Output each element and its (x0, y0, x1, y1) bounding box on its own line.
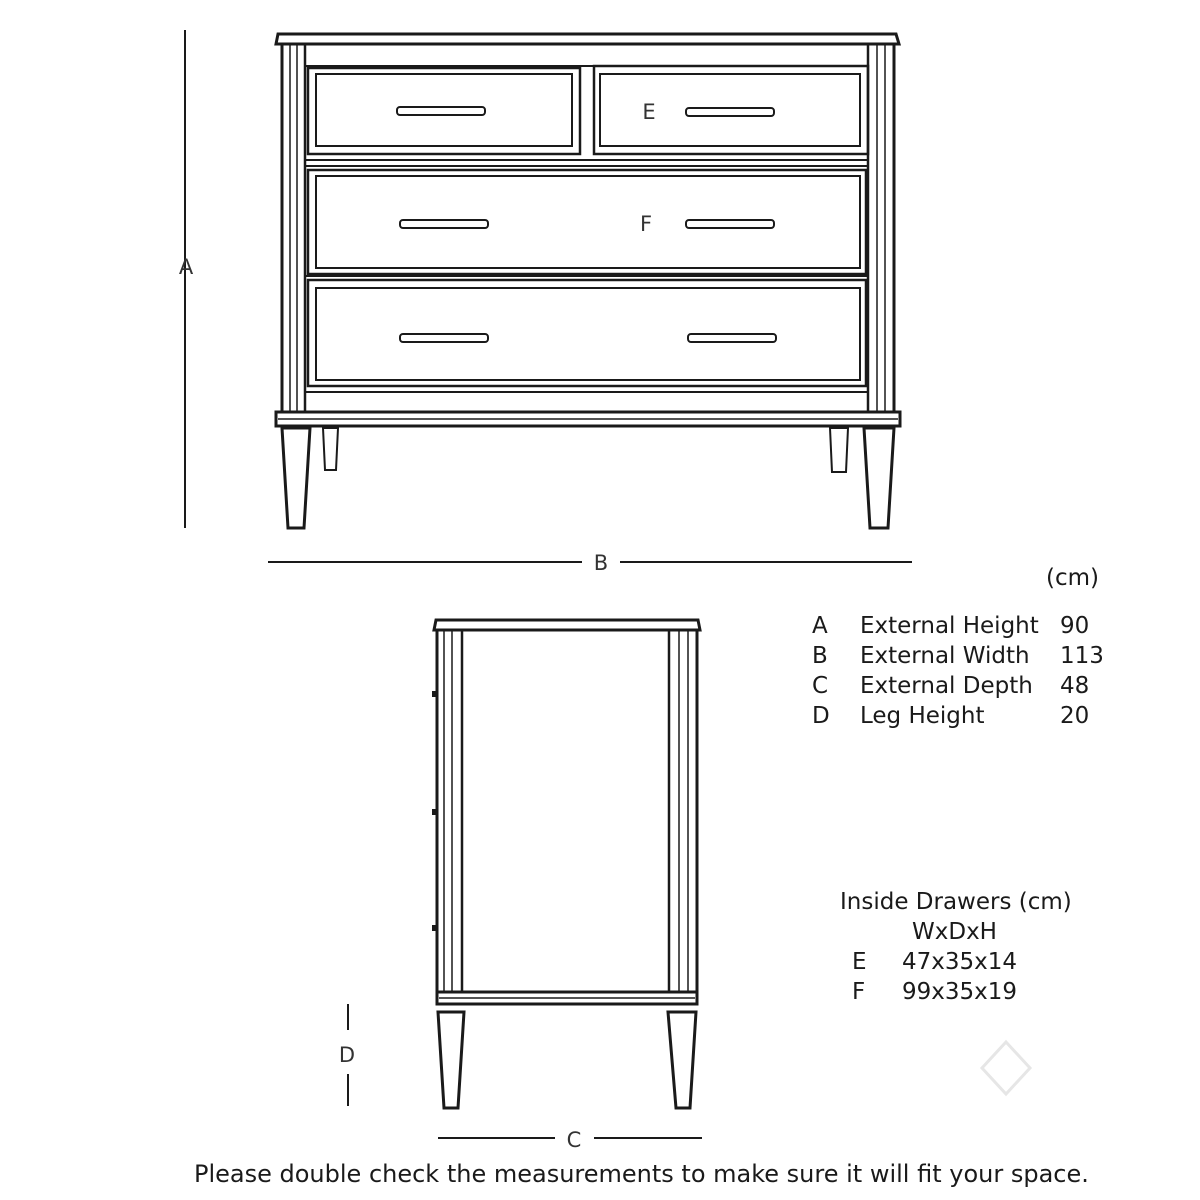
leg-front-left (282, 428, 310, 528)
drawer-handle[interactable] (397, 107, 485, 115)
drawer-handle[interactable] (688, 334, 776, 342)
side-leg-back (668, 1012, 696, 1108)
drawer-handle[interactable] (686, 220, 774, 228)
dimension-name: External Width (860, 643, 1030, 669)
side-handle (432, 809, 437, 815)
side-leg-front (438, 1012, 464, 1108)
dimension-letter: B (812, 643, 828, 669)
footer-note: Please double check the measurements to make sure it will fit your space. (194, 1160, 1089, 1188)
drawer-top-right[interactable] (594, 66, 868, 154)
front-view (179, 30, 912, 575)
height-dimension-label: A (178, 255, 194, 279)
dimension-letter: C (812, 673, 829, 699)
side-handle (432, 925, 437, 931)
drawer-panel (600, 74, 860, 146)
leg-back-right (830, 428, 848, 472)
inside-drawers-header: WxDxH (912, 919, 997, 945)
dimension-name: External Height (860, 613, 1039, 639)
drawer-handle[interactable] (400, 220, 488, 228)
drawer-middle[interactable] (308, 170, 866, 274)
drawer-handle[interactable] (400, 334, 488, 342)
inside-drawer-dims: 47x35x14 (902, 949, 1018, 975)
drawer-panel (316, 288, 860, 380)
dimensions-unit-label: (cm) (1046, 565, 1099, 591)
dimension-letter: A (812, 613, 828, 639)
side-view (339, 620, 702, 1152)
drawer-f-label: F (639, 212, 653, 236)
watermark-diamond (982, 1042, 1030, 1094)
leg-back-left (323, 428, 338, 470)
drawer-e-label: E (642, 100, 656, 124)
width-dimension-label: B (593, 551, 609, 575)
dimension-value: 90 (1060, 613, 1090, 639)
inside-drawers-title: Inside Drawers (cm) (840, 889, 1072, 915)
drawer-top-left[interactable] (308, 68, 580, 154)
drawer-panel (316, 74, 572, 146)
inside-drawer-dims: 99x35x19 (902, 979, 1018, 1005)
dimension-value: 113 (1060, 643, 1104, 669)
dimension-name: External Depth (860, 673, 1033, 699)
inside-drawer-letter: E (852, 949, 867, 975)
side-handle (432, 691, 437, 697)
leg-height-dimension-label: D (338, 1043, 356, 1067)
leg-front-right (864, 428, 894, 528)
dimension-value: 48 (1060, 673, 1090, 699)
drawer-bottom[interactable] (308, 280, 866, 386)
dimension-letter: D (812, 703, 830, 729)
dimension-name: Leg Height (860, 703, 985, 729)
drawer-handle[interactable] (686, 108, 774, 116)
carcass (282, 44, 894, 412)
side-panel (437, 630, 697, 992)
inside-drawer-letter: F (852, 979, 866, 1005)
drawer-panel (316, 176, 860, 268)
depth-dimension-label: C (566, 1128, 582, 1152)
dimension-value: 20 (1060, 703, 1090, 729)
